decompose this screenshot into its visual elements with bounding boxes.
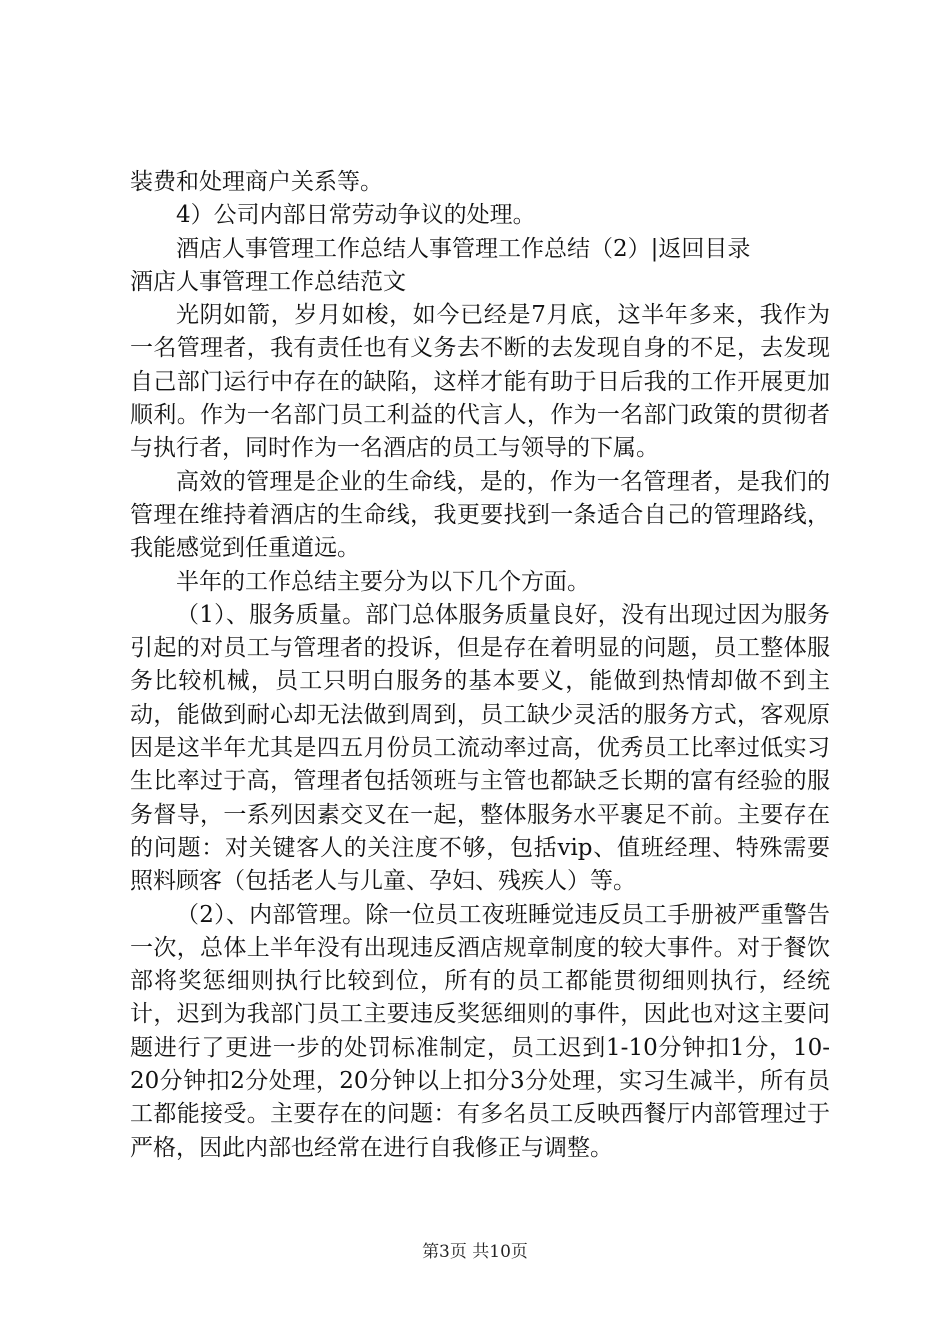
paragraph-8: （1）、服务质量。部门总体服务质量良好，没有出现过因为服务引起的对员工与管理者的投诉，但是存在着明显的问题，员工整体服务比较机械，员工只明白服务的基本要义，能做到热情却做不到主动，能做到耐心却无法做到周到，员工缺少灵活的服务方式，客观原因是这半年尤其是四五月份员工流动率过高，优秀员工比率过低实习生比率过于高，管理者包括领班与主管也都缺乏长期的富有经验的服务督导，一系列因素交叉在一起，整体服务水平裹足不前。主要存在的问题：对关键客人的关注度不够，包括vip、值班经理、特殊需要照料顾客（包括老人与儿童、孕妇、残疾人）等。 (130, 601, 830, 895)
body-text (130, 166, 830, 1165)
paragraph-7: 半年的工作总结主要分为以下几个方面。 (176, 568, 590, 595)
paragraph-5: 光阴如箭，岁月如梭，如今已经是7月底，这半年多来，我作为一名管理者，我有责任也有义务去不断的去发现自身的不足，去发现自己部门运行中存在的缺陷，这样才能有助于日后我的工作开展更加顺利。作为一名部门员工利益的代言人，作为一名部门政策的贯彻者与执行者，同时作为一名酒店的员工与领导的下属。 (130, 302, 830, 462)
paragraph-3: 酒店人事管理工作总结人事管理工作总结（2）|返回目录 (176, 235, 751, 262)
page-footer: 第3页 共10页 (422, 1242, 528, 1262)
paragraph-1: 装费和处理商户关系等。 (130, 169, 383, 195)
paragraph-9: （2）、内部管理。除一位员工夜班睡觉违反员工手册被严重警告一次，总体上半年没有出现违反酒店规章制度的较大事件。对于餐饮部将奖惩细则执行比较到位，所有的员工都能贯彻细则执行，经统计，迟到为我部门员工主要违反奖惩细则的事件，因此也对这主要问题进行了更进一步的处罚标准制定，员工迟到1-10分钟扣1分，10-20分钟扣2分处理，20分钟以上扣分3分处理，实习生减半，所有员工都能接受。主要存在的问题：有多名员工反映西餐厅内部管理过于严格，因此内部也经常在进行自我修正与调整。 (130, 901, 830, 1161)
paragraph-6: 高效的管理是企业的生命线，是的，作为一名管理者，是我们的管理在维持着酒店的生命线，我更要找到一条适合自己的管理路线，我能感觉到任重道远。 (130, 468, 830, 562)
paragraph-2: 4）公司内部日常劳动争议的处理。 (176, 202, 536, 229)
section-title: 酒店人事管理工作总结范文 (130, 268, 406, 295)
